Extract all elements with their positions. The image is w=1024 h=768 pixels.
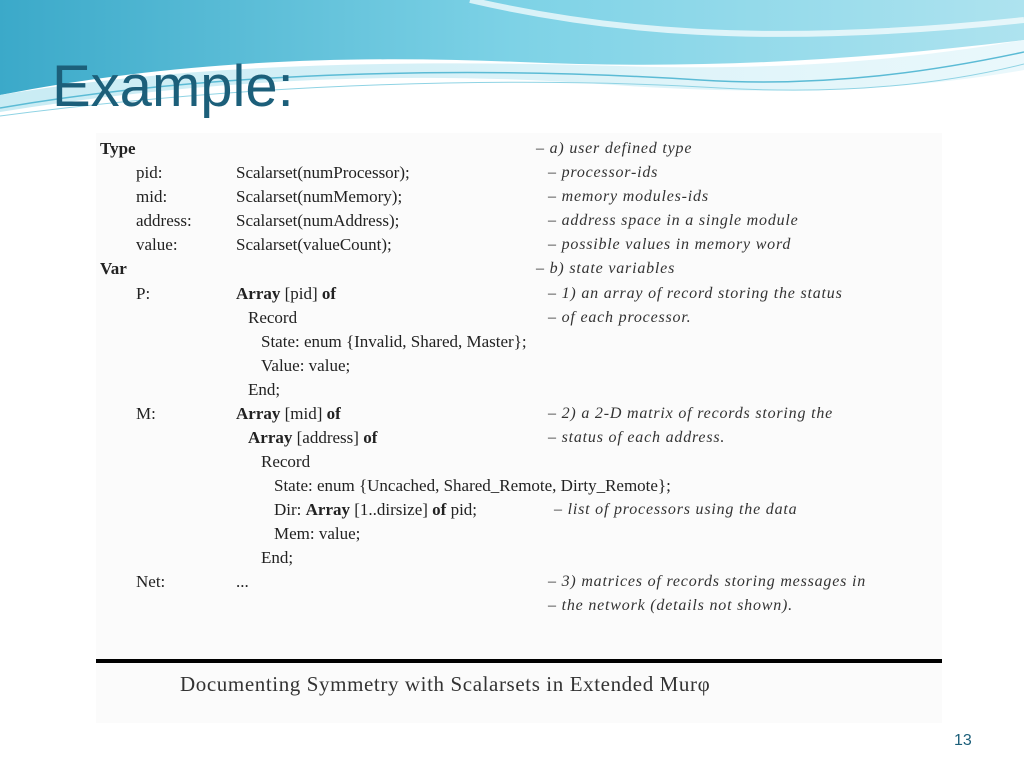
p-end: End; xyxy=(248,380,281,399)
array-keyword: Array xyxy=(248,428,293,447)
var-keyword: Var xyxy=(100,259,127,278)
m-comment-line-2: – status of each address. xyxy=(548,429,726,446)
m-state: State: enum {Uncached, Shared_Remote, Dirty_Remote}; xyxy=(274,476,671,495)
value-comment: – possible values in memory word xyxy=(548,236,792,253)
slide-title: Example: xyxy=(52,54,294,119)
p-declaration xyxy=(236,283,336,305)
net-name: Net: xyxy=(136,572,166,591)
dir-label: Dir: xyxy=(274,500,302,519)
value-definition: Scalarset(valueCount); xyxy=(236,235,392,254)
p-index: [pid] xyxy=(284,284,318,303)
m-inner-declaration xyxy=(248,427,377,449)
code-excerpt-image xyxy=(96,133,942,723)
value-name: value: xyxy=(136,235,178,254)
pid-comment: – processor-ids xyxy=(548,164,659,181)
dir-range: [1..dirsize] xyxy=(354,500,428,519)
net-comment-line-1: – 3) matrices of records storing messages in xyxy=(548,573,866,590)
address-comment: – address space in a single module xyxy=(548,212,799,229)
address-name: address: xyxy=(136,211,192,230)
mid-comment: – memory modules-ids xyxy=(548,188,709,205)
p-state: State: enum {Invalid, Shared, Master}; xyxy=(261,332,527,351)
array-keyword: Array xyxy=(236,404,281,423)
mid-definition: Scalarset(numMemory); xyxy=(236,187,403,206)
m-comment-line-1: – 2) a 2-D matrix of records storing the xyxy=(548,405,834,422)
p-comment-line-2: – of each processor. xyxy=(548,309,692,326)
of-keyword: of xyxy=(432,500,447,519)
of-keyword: of xyxy=(326,404,341,423)
m-declaration xyxy=(236,403,341,425)
of-keyword: of xyxy=(321,284,337,303)
pid-definition: Scalarset(numProcessor); xyxy=(236,163,410,182)
page-number: 13 xyxy=(954,732,972,749)
net-definition: ... xyxy=(236,572,249,591)
pid-name: pid: xyxy=(136,163,163,182)
type-comment: – a) user defined type xyxy=(536,140,693,157)
address-definition: Scalarset(numAddress); xyxy=(236,211,400,230)
m-address-index: [address] xyxy=(296,428,359,447)
array-keyword: Array xyxy=(236,284,281,303)
m-end: End; xyxy=(261,548,294,567)
p-value: Value: value; xyxy=(261,356,351,375)
figure-caption: Documenting Symmetry with Scalarsets in Extended Murφ xyxy=(180,672,711,696)
dir-type: pid; xyxy=(450,500,478,519)
var-comment: – b) state variables xyxy=(536,260,676,277)
p-comment-line-1: – 1) an array of record storing the status xyxy=(548,285,843,302)
m-record: Record xyxy=(261,452,311,471)
m-name: M: xyxy=(136,404,156,423)
m-index: [mid] xyxy=(284,404,323,423)
m-mem: Mem: value; xyxy=(274,524,361,543)
type-keyword: Type xyxy=(100,139,136,158)
mid-name: mid: xyxy=(136,187,168,206)
divider-rule xyxy=(96,659,942,663)
net-comment-line-2: – the network (details not shown). xyxy=(548,597,793,614)
of-keyword: of xyxy=(363,428,378,447)
m-dir xyxy=(274,499,477,521)
array-keyword: Array xyxy=(305,500,351,519)
p-name: P: xyxy=(136,284,151,303)
m-dir-comment: – list of processors using the data xyxy=(554,501,798,518)
p-record: Record xyxy=(248,308,298,327)
